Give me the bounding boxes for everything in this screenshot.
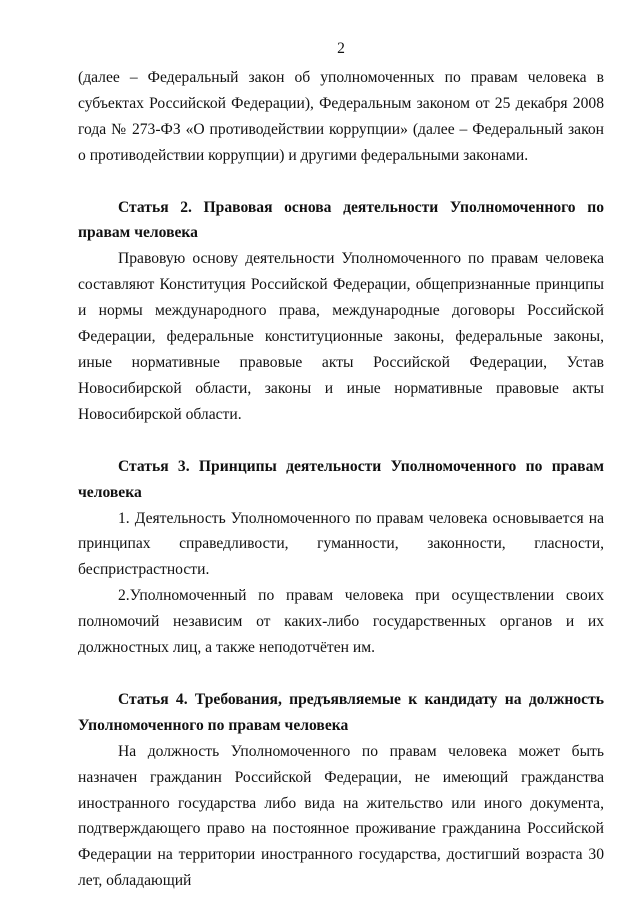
page-number: 2 [337,40,345,57]
article-2-heading: Статья 2. Правовая основа деятельности Уполномоченного по правам человека [78,198,604,242]
article-4-heading: Статья 4. Требования, предъявляемые к кандидату на должность Уполномоченного по правам человека [78,690,604,734]
article-4-text: На должность Уполномоченного по правам человека может быть назначен гражданин Российской Федерации, не имеющий гражданства иностранного государства либо вида на жительство или иного документа, подтверждающего право на постоянное проживание гражданина Российской Федерации на территории иностранного государства, достигший возраста 30 лет, обладающий [78,742,604,890]
article-3-paragraph-2: 2.Уполномоченный по правам человека при осуществлении своих полномочий независим от каких-либо государственных органов и их должностных лиц, а также неподотчётен им. [78,587,604,657]
section-gap [78,428,604,454]
article-3-heading: Статья 3. Принципы деятельности Уполномоченного по правам человека [78,457,604,501]
intro-paragraph: (далее – Федеральный закон об уполномоченных по правам человека в субъектах Российской Федерации), Федеральным законом от 25 декабря 2008 года № 273-ФЗ «О противодействии коррупции» (далее – Федеральный закон о противодействии коррупции) и другими федеральными законами. [78,68,604,164]
article-3-paragraph-1: 1. Деятельность Уполномоченного по правам человека основывается на принципах справедливости, гуманности, законности, гласности, беспристрастности. [78,509,604,579]
section-gap [78,169,604,195]
section-gap [78,661,604,687]
article-2-text: Правовую основу деятельности Уполномоченного по правам человека составляют Конституция Российской Федерации, общепризнанные принципы и нормы международного права, международные договоры Российской Федерации, федеральные конституционные законы, федеральные законы, иные нормативные правовые акты Российской Федерации, Устав Новосибирской области, законы и иные нормативные правовые акты Новосибирской области. [78,250,604,423]
